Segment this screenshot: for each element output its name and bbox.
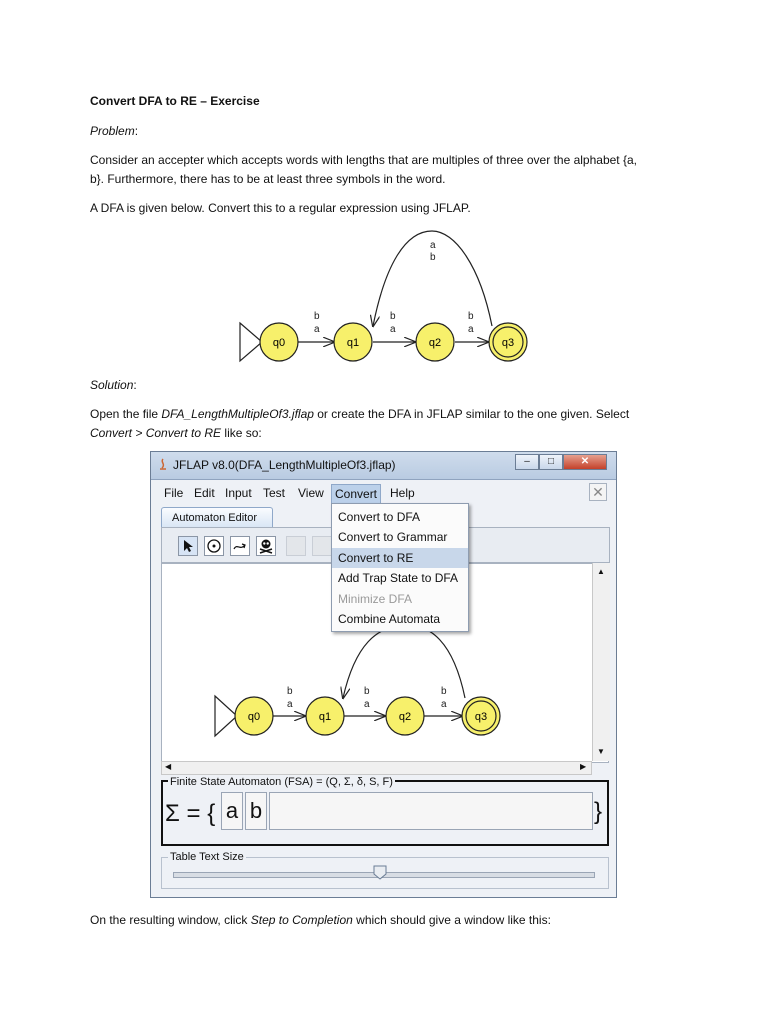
open-file-line-2 [90, 424, 690, 443]
step-to-completion-text: Step to Completion [250, 913, 353, 927]
slider-thumb-icon[interactable] [373, 865, 387, 880]
solution-colon: : [133, 378, 137, 392]
alphabet-symbol-a[interactable]: a [221, 792, 243, 830]
title-bar [151, 452, 616, 480]
deleter-tool[interactable] [256, 536, 276, 556]
redo-tool[interactable] [312, 536, 332, 556]
edge-label-b: b [390, 311, 396, 322]
svg-text:q0: q0 [247, 711, 261, 723]
problem-text-line-1: Consider an accepter which accepts words with lengths that are multiples of three over the alphabet {a, [90, 153, 637, 167]
solution-heading [90, 376, 690, 395]
document-title: Convert DFA to RE – Exercise [90, 94, 260, 108]
pointer-icon [179, 537, 197, 555]
vertical-scrollbar[interactable] [592, 563, 610, 761]
edge-label-b: b [468, 311, 474, 322]
start-arrow-icon [215, 696, 237, 736]
menu-test[interactable]: Test [263, 486, 286, 500]
tab-automaton-editor[interactable]: Automaton Editor [161, 507, 273, 527]
skull-icon [257, 537, 275, 555]
menu-view[interactable]: View [298, 486, 324, 500]
scroll-down-icon[interactable]: ▼ [597, 747, 605, 756]
text: or create the DFA in JFLAP similar to the one given. Select [313, 407, 630, 421]
menu-convert[interactable]: Convert [331, 484, 381, 504]
scroll-right-icon[interactable]: ▶ [580, 762, 587, 771]
svg-text:q3: q3 [474, 711, 488, 723]
menu-bar [161, 484, 611, 504]
open-file-line-1 [90, 405, 690, 424]
scroll-left-icon[interactable]: ◀ [165, 762, 172, 771]
menu-input[interactable]: Input [225, 486, 252, 500]
state-creator-tool[interactable] [204, 536, 224, 556]
edge-label-a: a [314, 324, 320, 335]
menu-item-combine-automata[interactable]: Combine Automata [338, 612, 441, 626]
svg-text:a: a [441, 699, 447, 710]
start-arrow-icon [240, 323, 262, 361]
svg-text:a: a [287, 699, 293, 710]
menu-item-convert-to-grammar[interactable]: Convert to Grammar [338, 530, 448, 544]
fsa-label: Finite State Automaton (FSA) = (Q, Σ, δ, S, F) [170, 776, 393, 788]
jflap-window [150, 451, 617, 898]
menu-path: Convert > Convert to RE [90, 426, 222, 440]
sigma-suffix: } [594, 798, 603, 825]
svg-text:a: a [364, 699, 370, 710]
undo-tool[interactable] [286, 536, 306, 556]
text: Open the file [90, 407, 162, 421]
problem-heading [90, 122, 690, 141]
minimize-button[interactable]: – [515, 454, 539, 470]
loop-label-a: a [430, 240, 436, 251]
scroll-up-icon[interactable]: ▲ [597, 567, 605, 576]
menu-item-minimize-dfa: Minimize DFA [338, 592, 413, 606]
transition-icon [231, 537, 249, 555]
menu-edit[interactable]: Edit [194, 486, 215, 500]
text: like so: [221, 426, 262, 440]
loop-label-b: b [430, 252, 436, 263]
file-name: DFA_LengthMultipleOf3.jflap [161, 407, 314, 421]
result-instruction [90, 911, 690, 930]
transition-creator-tool[interactable] [230, 536, 250, 556]
close-tab-icon[interactable]: ✕ [589, 483, 607, 501]
convert-menu-dropdown [331, 503, 469, 632]
svg-text:q1: q1 [346, 337, 360, 349]
menu-help[interactable]: Help [390, 486, 415, 500]
horizontal-scrollbar[interactable] [161, 761, 592, 775]
svg-text:q2: q2 [428, 337, 442, 349]
text: On the resulting window, click [90, 913, 251, 927]
state-icon [205, 537, 223, 555]
alphabet-symbol-b[interactable]: b [245, 792, 267, 830]
edge-label-a: a [468, 324, 474, 335]
dfa-intro: A DFA is given below. Convert this to a regular expression using JFLAP. [90, 201, 471, 215]
menu-item-convert-to-re[interactable]: Convert to RE [332, 548, 468, 568]
problem-text-line-2: b}. Furthermore, there has to be at least three symbols in the word. [90, 172, 446, 186]
svg-text:q0: q0 [272, 337, 286, 349]
svg-text:b: b [441, 686, 447, 697]
menu-item-convert-to-dfa[interactable]: Convert to DFA [338, 510, 421, 524]
edge-label-b: b [314, 311, 320, 322]
edge-label-a: a [390, 324, 396, 335]
menu-file[interactable]: File [164, 486, 184, 500]
maximize-button[interactable]: □ [539, 454, 563, 470]
solution-label: Solution [90, 378, 134, 392]
problem-colon: : [134, 124, 139, 138]
alphabet-input-area[interactable] [269, 792, 593, 830]
text: which should give a window like this: [352, 913, 551, 927]
svg-text:q1: q1 [318, 711, 332, 723]
close-window-button[interactable]: ✕ [563, 454, 607, 470]
svg-text:q2: q2 [398, 711, 412, 723]
menu-item-add-trap-state[interactable]: Add Trap State to DFA [338, 571, 459, 585]
table-text-size-label: Table Text Size [170, 851, 244, 863]
svg-text:b: b [364, 686, 370, 697]
jflap-app-icon [157, 458, 169, 471]
sigma-prefix: Σ = { [165, 800, 216, 827]
problem-label: Problem [90, 124, 135, 138]
dfa-diagram [230, 226, 540, 366]
svg-text:q3: q3 [501, 337, 515, 349]
window-title: JFLAP v8.0(DFA_LengthMultipleOf3.jflap) [173, 458, 396, 472]
svg-text:b: b [287, 686, 293, 697]
attribute-editor-tool[interactable] [178, 536, 198, 556]
